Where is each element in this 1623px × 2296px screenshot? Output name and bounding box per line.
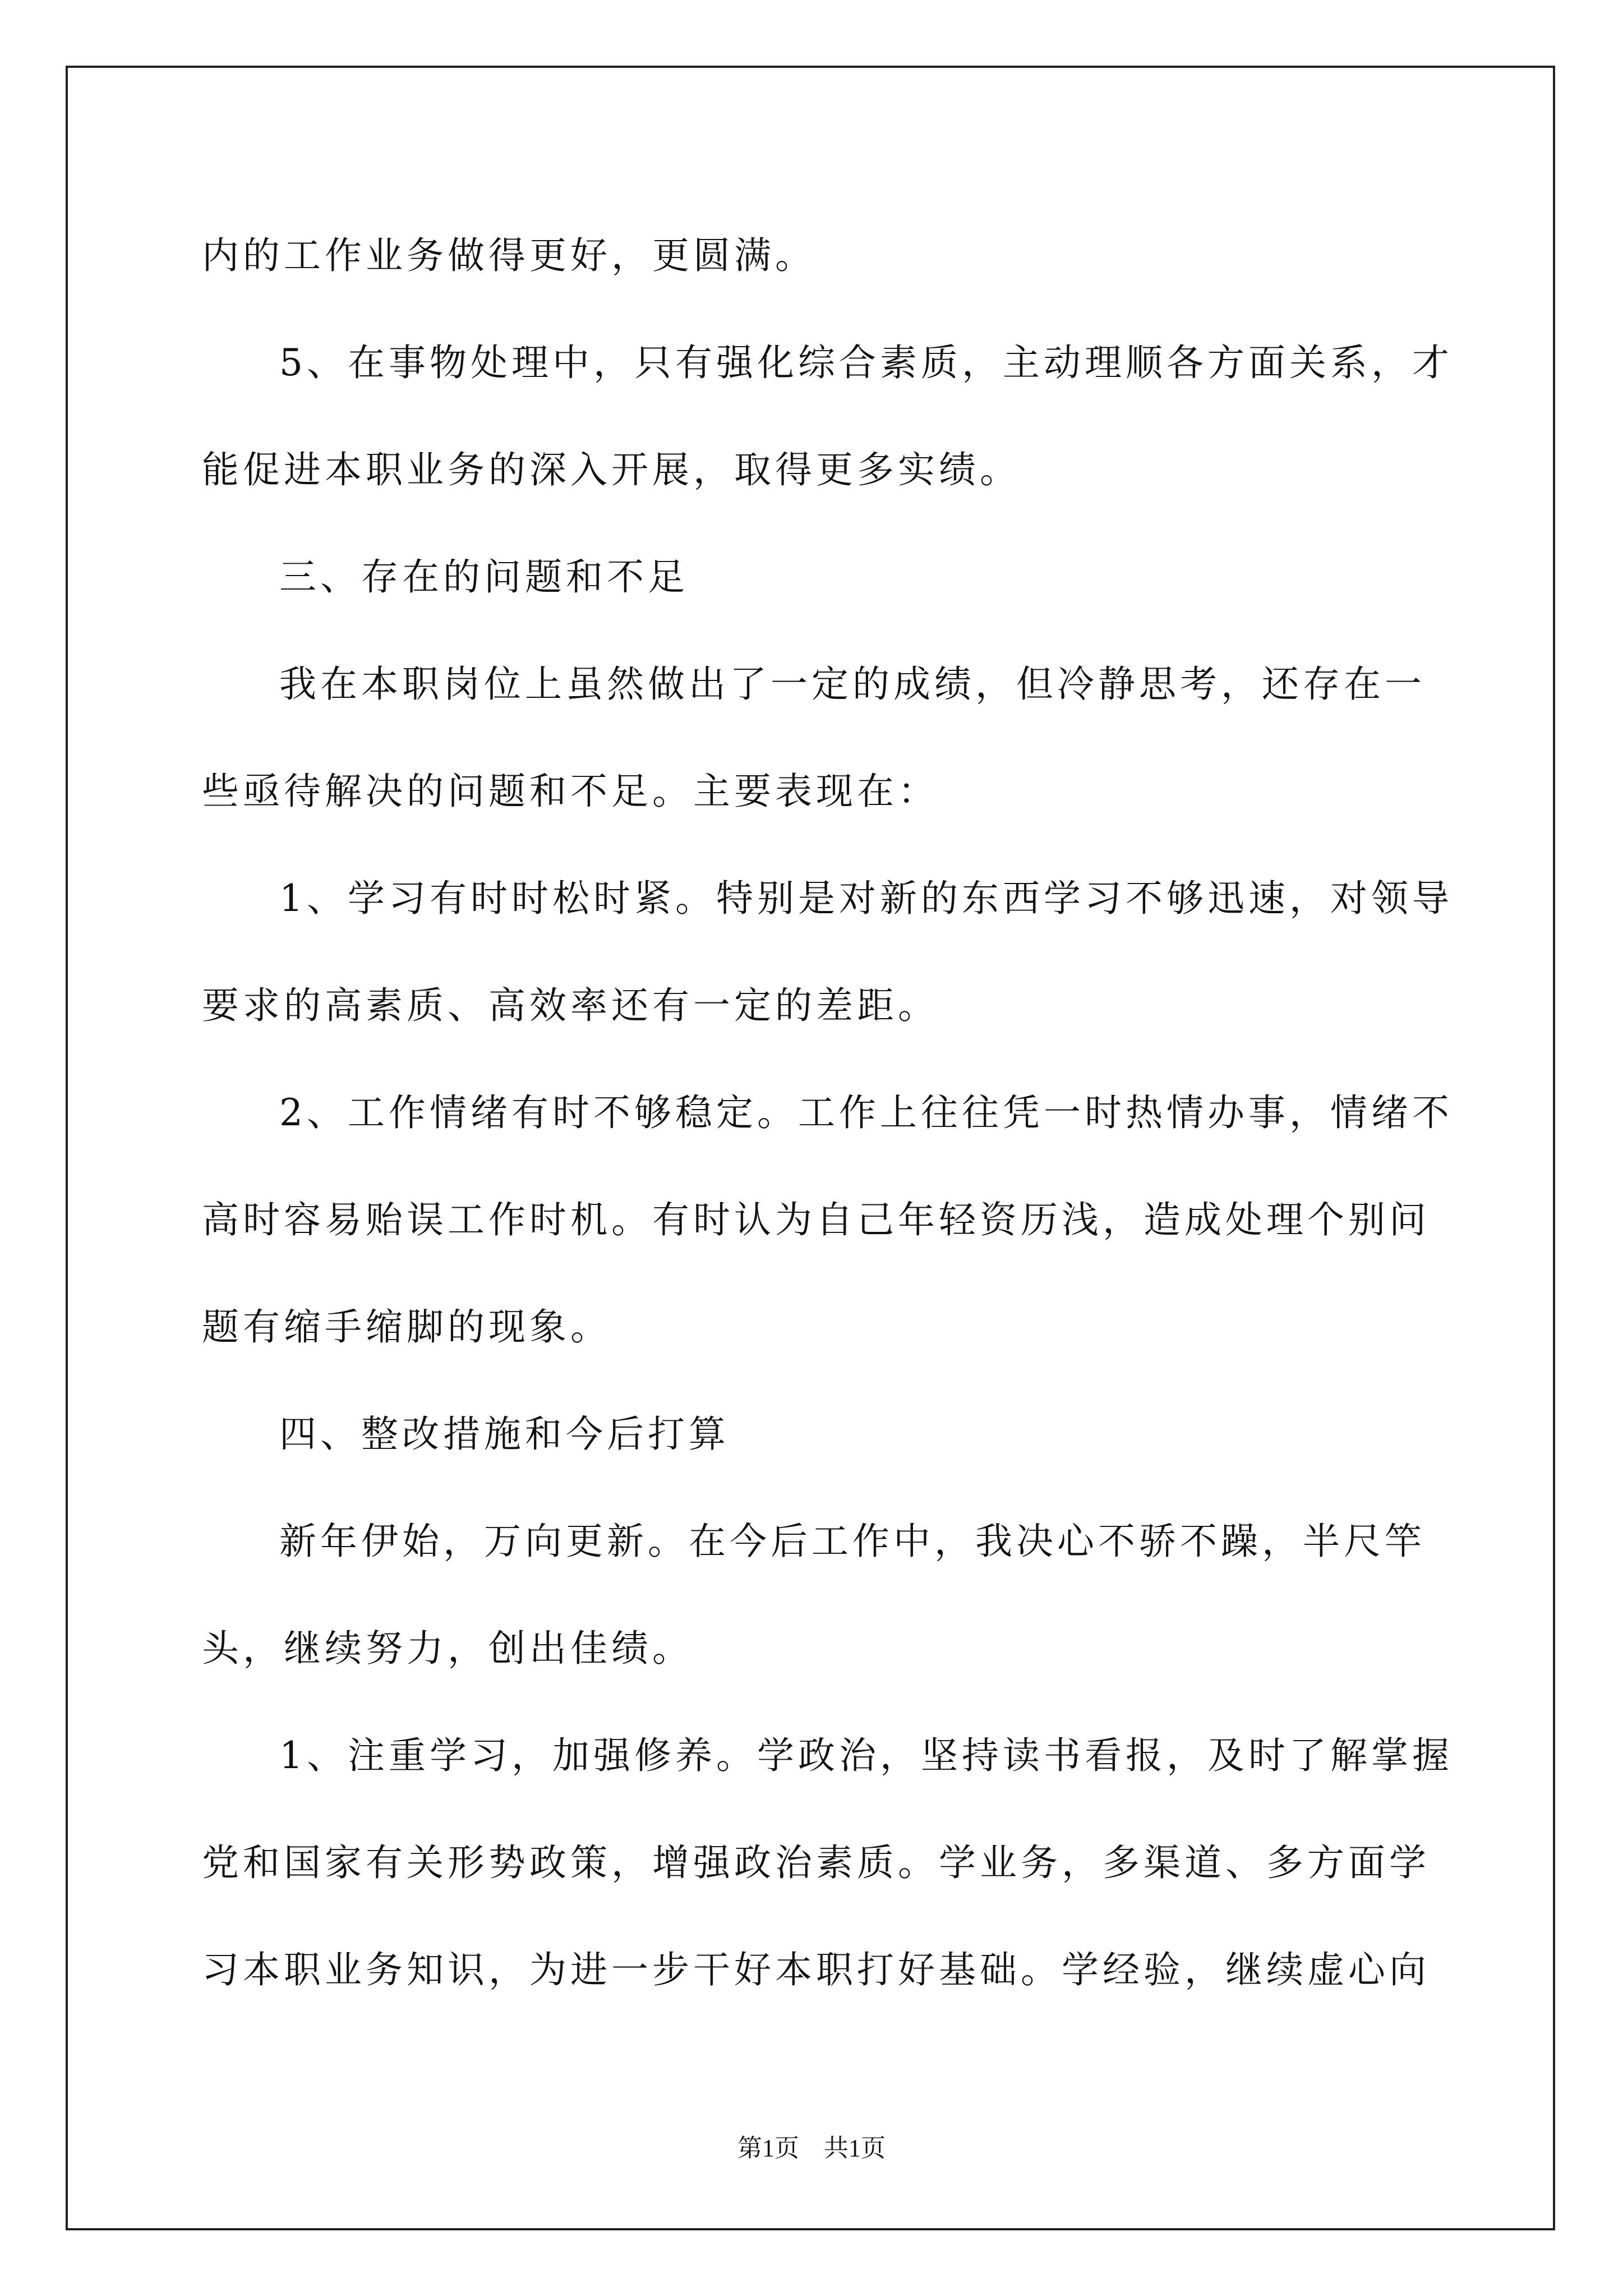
text-line: 1、注重学习，加强修养。学政治，坚持读书看报，及时了解掌握 (279, 1734, 1453, 1777)
text-line: 能促进本职业务的深入开展，取得更多实绩。 (202, 448, 1021, 491)
section-heading: 三、存在的问题和不足 (279, 555, 689, 599)
text-line: 头，继续努力，创出佳绩。 (202, 1627, 693, 1670)
section-heading: 四、整改措施和今后打算 (279, 1412, 730, 1456)
text-line: 5、在事物处理中，只有强化综合素质，主动理顺各方面关系，才 (279, 341, 1453, 384)
text-line: 题有缩手缩脚的现象。 (202, 1305, 611, 1349)
page-footer (0, 2132, 1623, 2165)
text-line: 1、学习有时时松时紧。特别是对新的东西学习不够迅速，对领导 (279, 877, 1453, 920)
text-line: 我在本职岗位上虽然做出了一定的成绩，但冷静思考，还存在一 (279, 662, 1426, 706)
text-line: 高时容易贻误工作时机。有时认为自己年轻资历浅，造成处理个别问 (202, 1198, 1430, 1241)
text-line: 些亟待解决的问题和不足。主要表现在： (202, 770, 939, 813)
text-line: 党和国家有关形势政策，增强政治素质。学业务，多渠道、多方面学 (202, 1841, 1430, 1884)
text-line: 新年伊始，万向更新。在今后工作中，我决心不骄不躁，半尺竿 (279, 1520, 1426, 1563)
document-body (202, 202, 1453, 2023)
text-line: 2、工作情绪有时不够稳定。工作上往往凭一时热情办事，情绪不 (279, 1091, 1453, 1134)
text-line: 习本职业务知识，为进一步干好本职打好基础。学经验，继续虚心向 (202, 1948, 1430, 1991)
page-total: 共1页 (824, 2134, 886, 2162)
text-line: 要求的高素质、高效率还有一定的差距。 (202, 984, 939, 1027)
text-line: 内的工作业务做得更好，更圆满。 (202, 234, 816, 277)
page-number: 第1页 (737, 2134, 799, 2162)
